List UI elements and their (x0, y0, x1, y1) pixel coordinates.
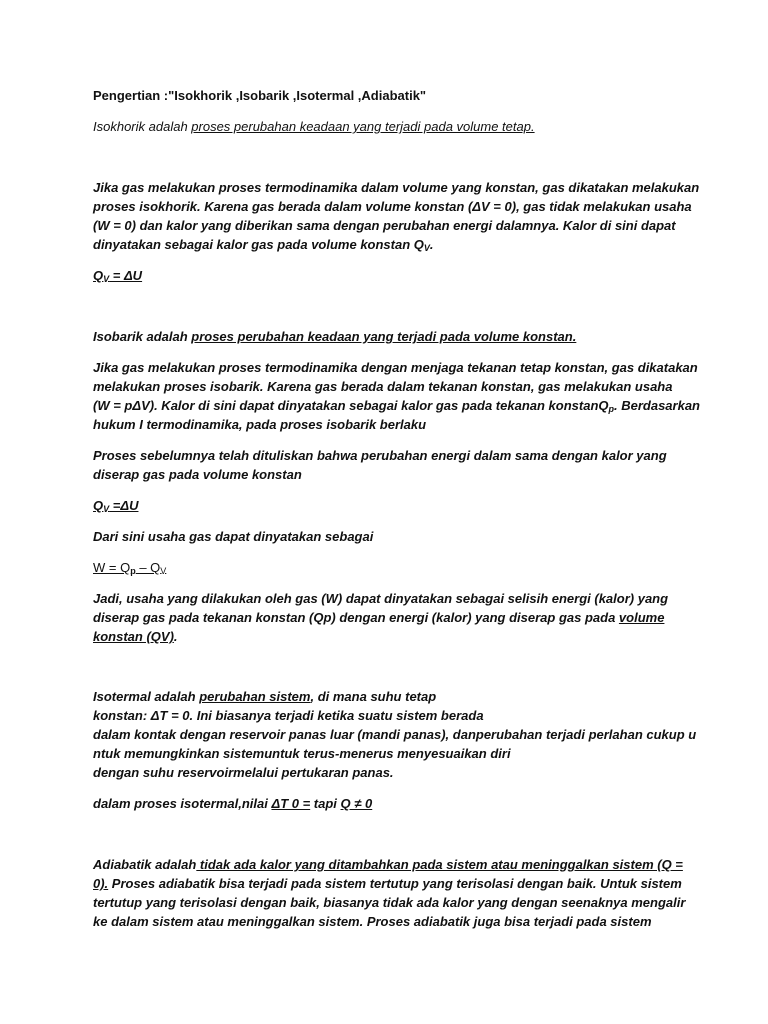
formula-q: Q (93, 268, 104, 283)
isotermal-nilai (93, 795, 372, 813)
formula1-rest: =ΔU (109, 498, 139, 513)
isobarik-para-line-3-text: (W = pΔV). Kalor di sini dapat dinyatakan sebagai kalor gas pada tekanan konstanQ (93, 398, 609, 413)
isobarik-formula-2 (93, 559, 166, 577)
isobarik-def-link[interactable]: proses perubahan keadaan yang terjadi pada volume konstan. (191, 329, 577, 344)
formula2-b: – Q (135, 560, 161, 575)
formula2-sub2: V (160, 566, 167, 576)
isobarik-definition (93, 328, 576, 346)
isokhorik-def-lead: Isokhorik adalah (93, 119, 192, 134)
isotermal-def-lead: Isotermal adalah (93, 689, 200, 704)
adiabatik-line-2 (93, 875, 682, 893)
isobarik-para4-end: . (173, 629, 178, 644)
isobarik-para2-line-1: Proses sebelumnya telah dituliskan bahwa perubahan energi dalam sama dengan kalor yang (93, 448, 667, 463)
isokhorik-para-sub: V (423, 243, 430, 253)
isotermal-line-2: dalam kontak dengan reservoir panas luar (mandi panas), danperubahan terjadi perlahan cukup u (93, 727, 697, 742)
isokhorik-para-line-4-text: dinyatakan sebagai kalor gas pada volume konstan Q (93, 237, 424, 252)
adiabatik-line-4: ke dalam sistem atau meninggalkan sistem. Proses adiabatik juga bisa terjadi pada sistem (93, 914, 652, 929)
isokhorik-def-link[interactable]: proses perubahan keadaan yang terjadi pada volume tetap. (191, 119, 535, 134)
isobarik-formula-1 (93, 497, 138, 515)
isokhorik-para-line-3: (W = 0) dan kalor yang diberikan sama dengan perubahan energi dalamnya. Kalor di sini dapat (93, 218, 676, 233)
isokhorik-para-line-1: Jika gas melakukan proses termodinamika dalam volume yang konstan, gas dikatakan melakukan (93, 180, 700, 195)
isobarik-para4-line-2-text: diserap gas pada tekanan konstan (Qp) dengan energi (kalor) yang diserap gas pada (93, 610, 619, 625)
isobarik-para4-line-2 (93, 609, 664, 627)
nilai-q: Q ≠ 0 (340, 796, 373, 811)
isotermal-def-rest: , di mana suhu tetap (310, 689, 437, 704)
isokhorik-para-end: . (429, 237, 434, 252)
formula-sub: V (103, 274, 110, 284)
isokhorik-definition (93, 118, 535, 136)
isotermal-line-4: dengan suhu reservoirmelalui pertukaran panas. (93, 765, 394, 780)
isobarik-para-line-3 (93, 397, 700, 415)
isobarik-para-sub: p (608, 404, 614, 414)
page-title (93, 87, 426, 105)
isobarik-para4-link[interactable]: volume (618, 610, 665, 625)
isobarik-para2-line-2: diserap gas pada volume konstan (93, 467, 302, 482)
adiabatik-def-link[interactable]: tidak ada kalor yang ditambahkan pada sistem atau meninggalkan sistem (Q = (196, 857, 683, 872)
isokhorik-para-line-4 (93, 236, 434, 254)
isobarik-para4-line-3 (93, 628, 178, 646)
isotermal-definition (93, 688, 436, 706)
isobarik-para-line-4: hukum I termodinamika, pada proses isobarik berlaku (93, 417, 427, 432)
formula2-a: W = Q (93, 560, 131, 575)
adiabatik-line-3: tertutup yang terisolasi dengan baik, biasanya tidak ada kalor yang dengan seenaknya mengalir (93, 895, 686, 910)
isobarik-para-line-2: melakukan proses isobarik. Karena gas berada dalam tekanan konstan, gas melakukan usaha (93, 379, 673, 394)
isobarik-def-lead: Isobarik adalah (93, 329, 192, 344)
isobarik-para-after: . Berdasarkan (614, 398, 700, 413)
adiabatik-def-lead: Adiabatik adalah (93, 857, 197, 872)
adiabatik-definition (93, 856, 683, 874)
isotermal-def-link[interactable]: perubahan sistem (199, 689, 311, 704)
title-prefix: Pengertian :" (93, 88, 175, 103)
formula1-q: Q (93, 498, 104, 513)
isotermal-line-1: konstan: ΔT = 0. Ini biasanya terjadi ketika suatu sistem berada (93, 708, 484, 723)
isobarik-para4-link-cont[interactable]: konstan (QV) (93, 629, 174, 644)
formula-rest: = ΔU (109, 268, 143, 283)
isotermal-line-3: ntuk memungkinkan sistemuntuk terus-menerus menyesuaikan diri (93, 746, 511, 761)
isobarik-para4-line-1: Jadi, usaha yang dilakukan oleh gas (W) dapat dinyatakan sebagai selisih energi (kalor) yang (93, 591, 669, 606)
nilai-mid: tapi (310, 796, 341, 811)
isobarik-para-line-1: Jika gas melakukan proses termodinamika dengan menjaga tekanan tetap konstan, gas dikatakan (93, 360, 698, 375)
adiabatik-line-2-rest: Proses adiabatik bisa terjadi pada sistem tertutup yang terisolasi dengan baik. Untuk sistem (108, 876, 682, 891)
isokhorik-formula (93, 267, 142, 285)
adiabatik-def-link-cont[interactable]: 0). (93, 876, 109, 891)
formula1-sub: V (103, 504, 110, 514)
isokhorik-para-line-2: proses isokhorik. Karena gas berada dalam volume konstan (ΔV = 0), gas tidak melakukan usaha (93, 199, 692, 214)
formula2-sub1: p (130, 566, 136, 576)
title-terms: Isokhorik ,Isobarik ,Isotermal ,Adiabatik" (174, 88, 427, 103)
nilai-delta-t: ΔT 0 = (271, 796, 311, 811)
isobarik-para3: Dari sini usaha gas dapat dinyatakan sebagai (93, 529, 374, 544)
nilai-lead: dalam proses isotermal,nilai (93, 796, 272, 811)
